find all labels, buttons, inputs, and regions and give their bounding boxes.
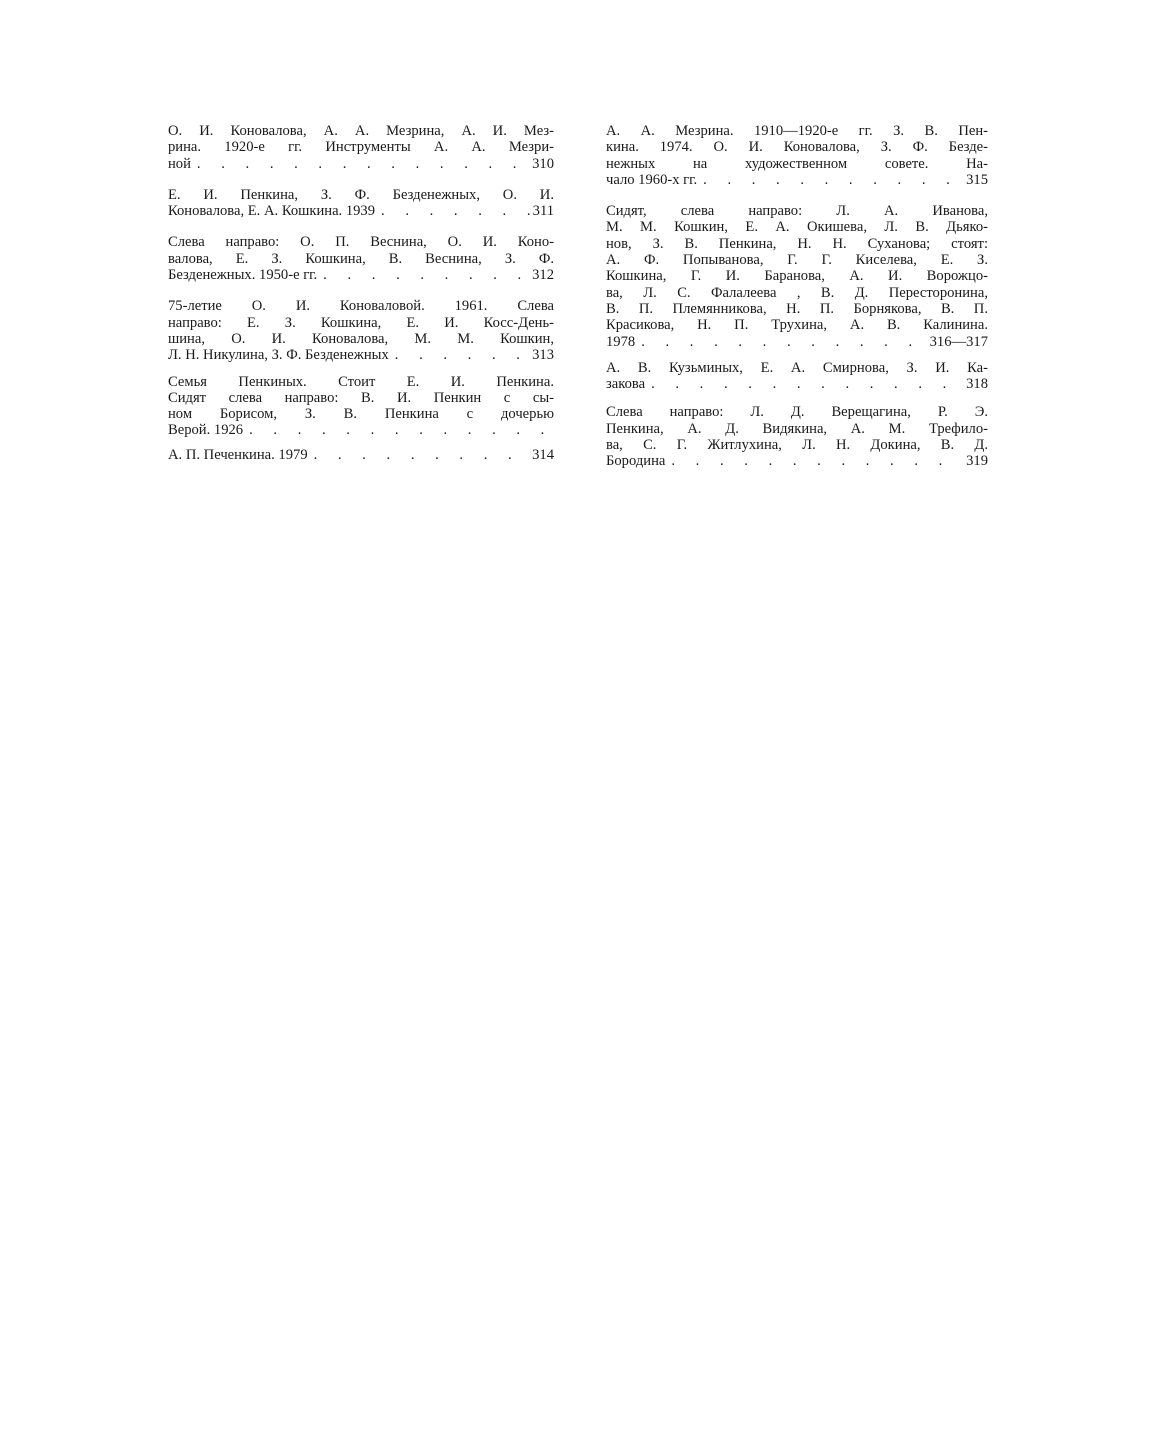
entry-last-line: [168, 422, 554, 438]
page-number: 313: [532, 347, 554, 364]
entry-line: 75-летие О. И. Коноваловой. 1961. Слева: [168, 298, 554, 315]
entry-text: Л. Н. Никулина, З. Ф. Безденежных: [168, 347, 389, 364]
entry-line: О. И. Коновалова, А. А. Мезрина, А. И. Мез-: [168, 123, 554, 139]
dot-leader: [665, 453, 964, 469]
entry-line: ва, Л. С. Фалалеева , В. Д. Пересторонина,: [606, 284, 988, 301]
dot-leader: [645, 376, 964, 392]
entry-text: закова: [606, 376, 646, 393]
illustration-entry: [168, 234, 554, 283]
entry-line: валова, Е. З. Кошкина, В. Веснина, З. Ф.: [168, 250, 554, 267]
dot-leader: [635, 334, 927, 350]
entry-line: Слева направо: Л. Д. Верещагина, Р. Э.: [606, 404, 988, 421]
dot-leader: [191, 156, 530, 172]
illustration-entry: [168, 187, 554, 220]
page-number: 310: [532, 155, 554, 172]
entry-last-line: [606, 334, 988, 350]
entry-line: Е. И. Пенкина, З. Ф. Безденежных, О. И.: [168, 186, 554, 203]
entry-text: Безденежных. 1950-е гг.: [168, 267, 318, 284]
left-column: [168, 123, 554, 478]
entry-line: В. П. Племянникова, Н. П. Борнякова, В. П.: [606, 300, 988, 317]
dot-leader: [243, 422, 552, 438]
entry-line: кина. 1974. О. И. Коновалова, З. Ф. Безде-: [606, 139, 988, 156]
entry-text: А. П. Печенкина. 1979: [168, 446, 308, 463]
entry-last-line: [168, 447, 554, 463]
entry-line: А. А. Мезрина. 1910—1920-е гг. З. В. Пен-: [606, 123, 988, 139]
entry-line: шина, О. И. Коновалова, М. М. Кошкин,: [168, 330, 554, 347]
entry-last-line: [606, 376, 988, 392]
entry-line: Семья Пенкиных. Стоит Е. И. Пенкина.: [168, 373, 554, 390]
dot-leader: [317, 267, 530, 283]
page-number: 318: [966, 376, 988, 393]
illustration-entry: [168, 298, 554, 363]
entry-line: Слева направо: О. П. Веснина, О. И. Коно-: [168, 234, 554, 251]
entry-line: Кошкина, Г. И. Баранова, А. И. Ворожцо-: [606, 268, 988, 285]
page-number: 312: [532, 267, 554, 284]
entry-text: Верой. 1926: [168, 422, 244, 439]
entry-line: А. В. Кузьминых, Е. А. Смирнова, З. И. Ка-: [606, 359, 988, 376]
entry-last-line: [168, 203, 554, 219]
entry-last-line: [606, 172, 988, 188]
illustration-entry: [606, 123, 988, 188]
entry-line: нежных на художественном совете. На-: [606, 155, 988, 172]
entry-line: нов, З. В. Пенкина, Н. Н. Суханова; стоят:: [606, 235, 988, 252]
page-number: 316—317: [929, 333, 988, 350]
entry-text: ной: [168, 155, 191, 172]
entry-line: Красикова, Н. П. Трухина, А. В. Калинина.: [606, 317, 988, 334]
entry-line: Сидят слева направо: В. И. Пенкин с сы-: [168, 389, 554, 406]
illustration-entry: [606, 203, 988, 350]
entry-line: М. М. Кошкин, Е. А. Окишева, Л. В. Дьяко-: [606, 219, 988, 236]
dot-leader: [375, 203, 531, 219]
entry-last-line: [606, 453, 988, 469]
entry-last-line: [168, 347, 554, 363]
entry-last-line: [168, 267, 554, 283]
illustration-entry: [168, 123, 554, 172]
entry-text: чало 1960-х гг.: [606, 171, 698, 188]
entry-line: Сидят, слева направо: Л. А. Иванова,: [606, 203, 988, 220]
entry-last-line: [168, 156, 554, 172]
entry-line: рина. 1920-е гг. Инструменты А. А. Мезри-: [168, 139, 554, 156]
dot-leader: [697, 172, 964, 188]
entry-line: ном Борисом, З. В. Пенкина с дочерью: [168, 406, 554, 423]
illustration-entry: [168, 447, 554, 463]
entry-text: 1978: [606, 333, 636, 350]
entry-line: Пенкина, А. Д. Видякина, А. М. Трефило-: [606, 420, 988, 437]
illustration-entry: [606, 360, 988, 393]
illustration-entry: [168, 374, 554, 439]
right-column: [606, 123, 988, 485]
page-number: 314: [532, 446, 554, 463]
page-number: 311: [532, 203, 554, 220]
entry-text: Коновалова, Е. А. Кошкина. 1939: [168, 203, 376, 220]
illustration-entry: [606, 404, 988, 469]
entry-line: А. Ф. Попыванова, Г. Г. Киселева, Е. З.: [606, 252, 988, 269]
entry-line: направо: Е. З. Кошкина, Е. И. Косс-День-: [168, 314, 554, 331]
dot-leader: [389, 347, 530, 363]
page-number: 319: [966, 453, 988, 470]
entry-line: ва, С. Г. Житлухина, Л. Н. Докина, В. Д.: [606, 437, 988, 454]
dot-leader: [308, 447, 530, 463]
page-number: 315: [966, 171, 988, 188]
entry-text: Бородина: [606, 453, 666, 470]
